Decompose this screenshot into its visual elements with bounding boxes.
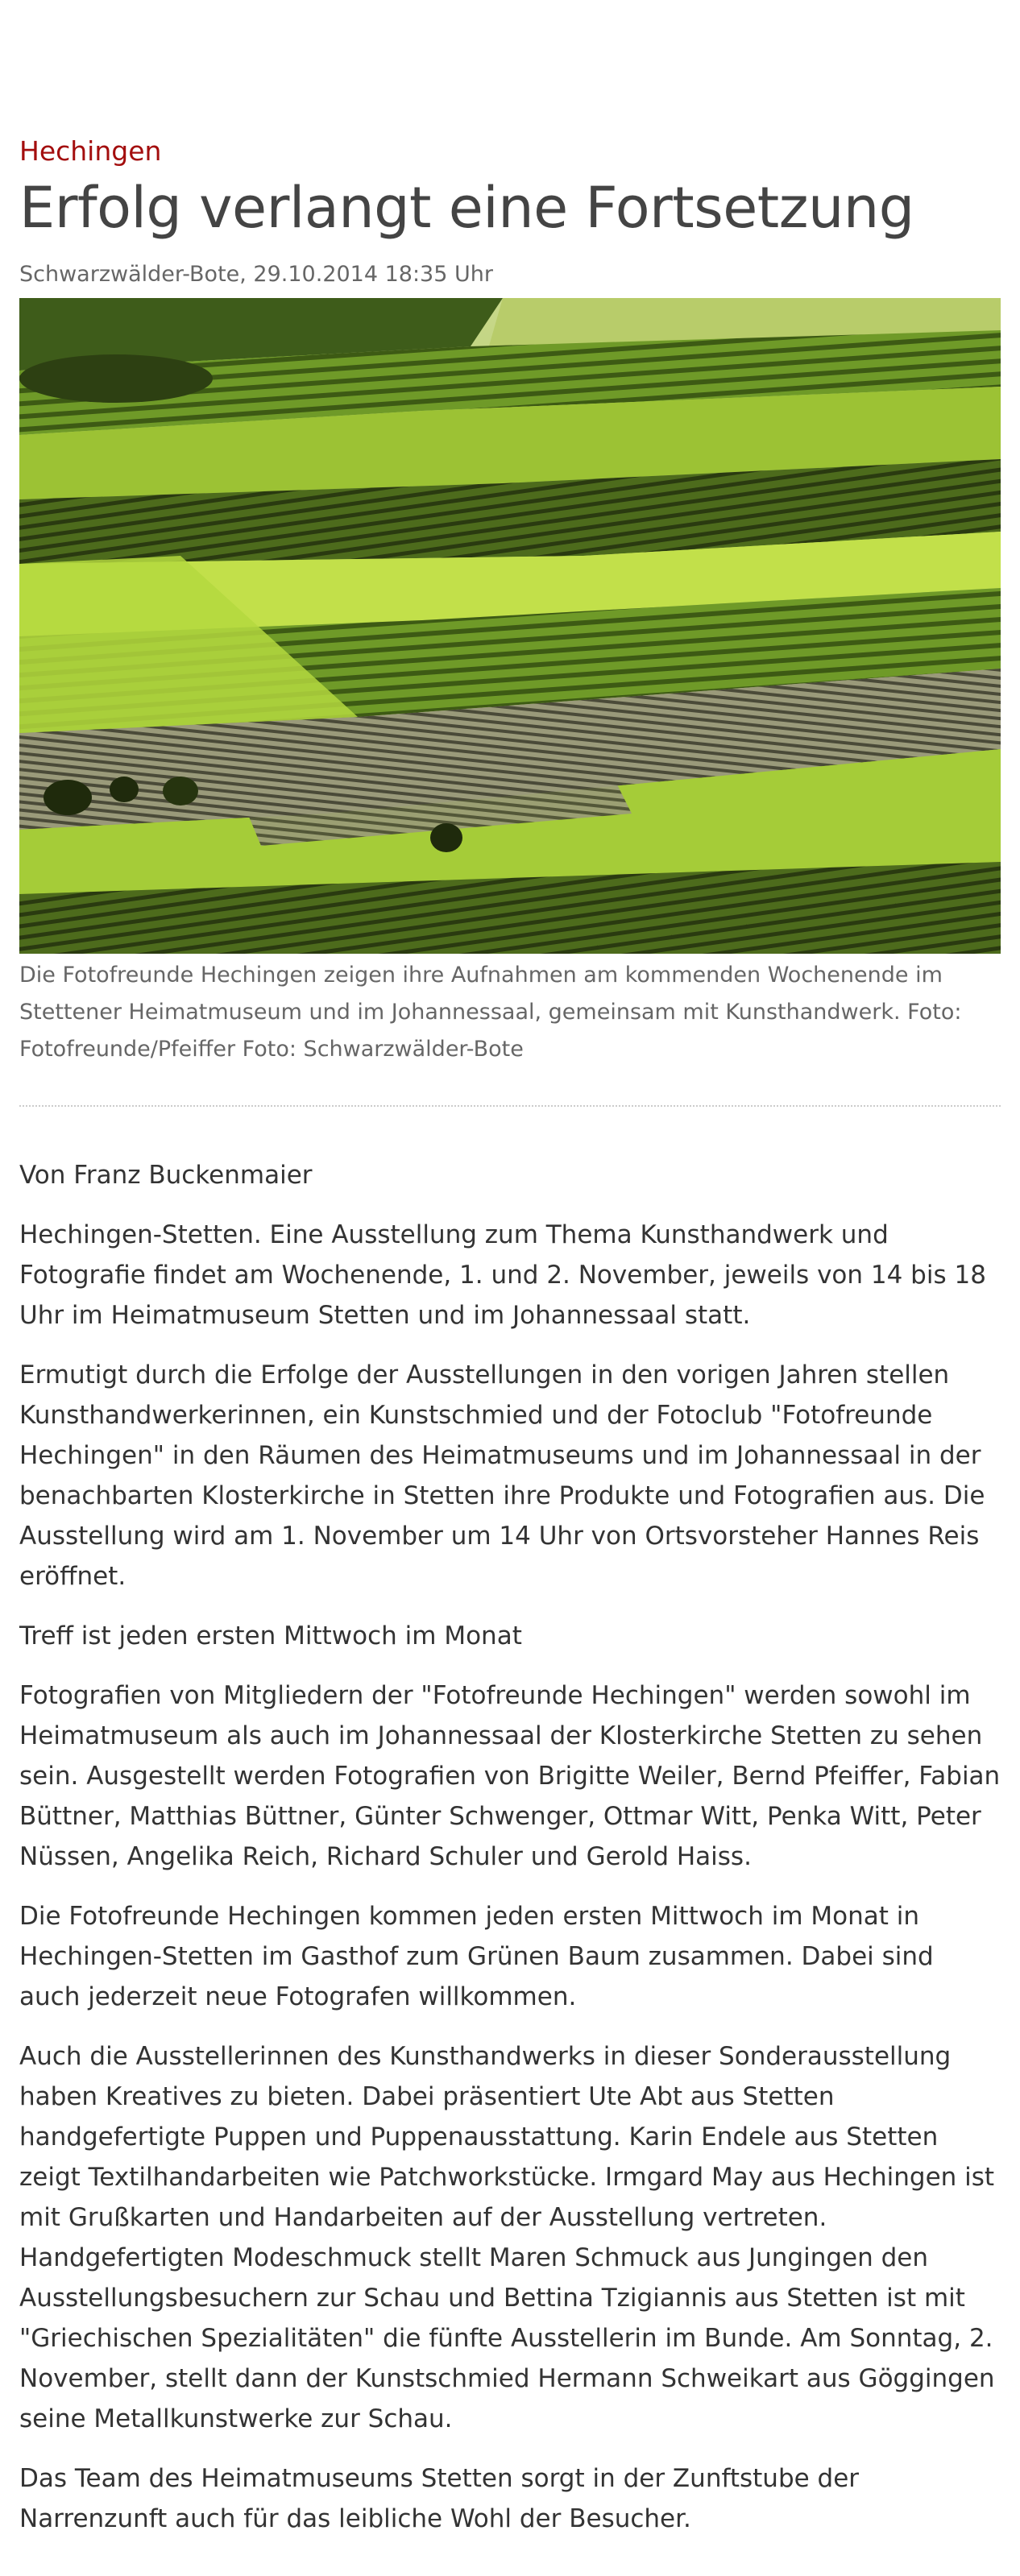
- article-body: [19, 1155, 1001, 2539]
- article-kicker[interactable]: Hechingen: [19, 135, 162, 167]
- article: [19, 0, 1001, 2539]
- article-author: Von Franz Buckenmaier: [19, 1161, 313, 1190]
- article-paragraph: Das Team des Heimatmuseums Stetten sorgt in der Zunftstube der Narrenzunft auch für das leibliche Wohl der Besucher.: [19, 2464, 860, 2533]
- photo-tree: [110, 777, 139, 802]
- article-meta: Schwarzwälder-Bote, 29.10.2014 18:35 Uhr: [19, 262, 493, 287]
- article-paragraph: Ermutigt durch die Erfolge der Ausstellungen in den vorigen Jahren stellen Kunsthandwerkerinnen, ein Kunstschmied und der Fotoclub "Fotofreunde Hechingen" in den Räumen des Heimatmuseums und im Johannessaal in der benachbarten Klosterkirche in Stetten ihre Produkte und Fotografien aus. Die Ausstellung wird am 1. November um 14 Uhr von Ortsvorsteher Hannes Reis eröffnet.: [19, 1360, 985, 1591]
- caption-divider: [19, 1105, 1001, 1107]
- photo-caption: Die Fotofreunde Hechingen zeigen ihre Aufnahmen am kommenden Wochenende im Stettener Heimatmuseum und im Johannessaal, gemeinsam mit Kunsthandwerk. Foto: Fotofreunde/Pfeiffer Foto: Schwarzwälder-Bote: [19, 963, 962, 1062]
- photo-tree: [163, 777, 198, 806]
- photo-tree: [19, 354, 213, 403]
- article-paragraph: Fotografien von Mitgliedern der "Fotofreunde Hechingen" werden sowohl im Heimatmuseum als auch im Johannessaal der Klosterkirche Stetten zu sehen sein. Ausgestellt werden Fotografien von Brigitte Weiler, Bernd Pfeiffer, Fabian Büttner, Matthias Büttner, Günter Schwenger, Ottmar Witt, Penka Witt, Peter Nüssen, Angelika Reich, Richard Schuler und Gerold Haiss.: [19, 1681, 1001, 1871]
- photo-tree: [430, 823, 462, 852]
- article-paragraph: Die Fotofreunde Hechingen kommen jeden ersten Mittwoch im Monat in Hechingen-Stetten im Gasthof zum Grünen Baum zusammen. Dabei sind auch jederzeit neue Fotografen willkommen.: [19, 1902, 934, 2011]
- photo-tree: [44, 780, 92, 815]
- article-photo[interactable]: [19, 298, 1001, 954]
- article-paragraph: Auch die Ausstellerinnen des Kunsthandwerks in dieser Sonderausstellung haben Kreatives zu bieten. Dabei präsentiert Ute Abt aus Stetten handgefertigte Puppen und Puppenausstattung. Karin Endele aus Stetten zeigt Textilhandarbeiten wie Patchworkstücke. Irmgard May aus Hechingen ist mit Grußkarten und Handarbeiten auf der Ausstellung vertreten. Handgefertigten Modeschmuck stellt Maren Schmuck aus Jungingen den Ausstellungsbesuchern zur Schau und Bettina Tzigiannis aus Stetten ist mit "Griechischen Spezialitäten" die fünfte Ausstellerin im Bunde. Am Sonntag, 2. November, stellt dann der Kunstschmied Hermann Schweikart aus Göggingen seine Metallkunstwerke zur Schau.: [19, 2042, 995, 2433]
- article-headline: Erfolg verlangt eine Fortsetzung: [19, 175, 914, 241]
- article-subheading: Treff ist jeden ersten Mittwoch im Monat: [19, 1621, 522, 1650]
- article-paragraph: Hechingen-Stetten. Eine Ausstellung zum Thema Kunsthandwerk und Fotografie findet am Wochenende, 1. und 2. November, jeweils von 14 bis 18 Uhr im Heimatmuseum Stetten und im Johannessaal statt.: [19, 1220, 986, 1330]
